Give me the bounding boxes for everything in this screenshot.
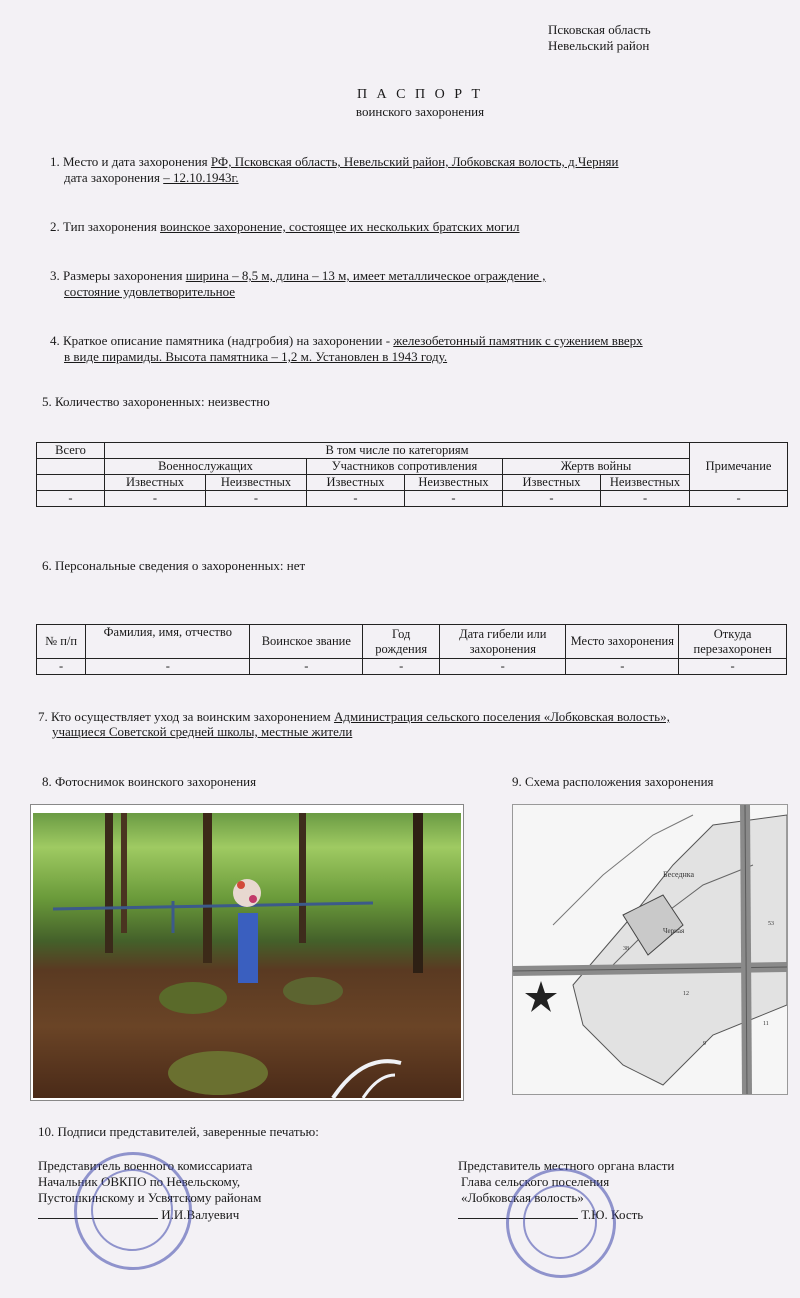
signature-left-name: И.И.Валуевич [161,1207,240,1222]
section-7-line-1 [38,709,670,725]
section-1-label: 1. Место и дата захоронения [50,154,208,169]
subheader-cell: Известных [307,475,405,491]
table-row [37,491,788,507]
table-cell: - [37,659,86,675]
section-2-value: воинское захоронение, состоящее их нескольких братских могил [160,219,520,234]
stamp-left [74,1152,192,1270]
table-cell: - [601,491,690,507]
section-1-value: РФ, Псковская область, Невельский район, Лобковская волость, д.Черняи [210,154,619,169]
section-3-line-1 [50,268,546,284]
header-rank: Воинское звание [250,625,363,659]
header-burial-place: Место захоронения [566,625,679,659]
table-cell: - [679,659,787,675]
section-7-label: 7. Кто осуществляет уход за воинским захоронением [38,709,331,724]
header-reburied-from: Откуда перезахоронен [679,625,787,659]
map-number: 11 [763,1021,769,1027]
signature-left-line-3: Пустошкинскому и Усвятскому районам [38,1190,262,1205]
section-3-value-1: ширина – 8,5 м, длина – 13 м, имеет металлическое ограждение , [185,268,546,283]
header-district-name: Невельский район [548,38,650,53]
signature-right-name: Т.Ю. Кость [581,1207,644,1222]
table-cell: - [307,491,405,507]
section-3-value-2: состояние удовлетворительное [64,284,235,299]
section-4-label: 4. Краткое описание памятника (надгробия) на захоронении - [50,333,391,348]
section-1-date-label: дата захоронения [64,170,160,185]
signature-right-line-2: Глава сельского поселения [461,1174,610,1189]
section-5-label: 5. Количество захороненных: неизвестно [42,394,270,409]
header-birth-year: Год рождения [363,625,440,659]
table-cell: - [105,491,206,507]
group-header: Жертв войны [503,459,690,475]
subheader-cell: Неизвестных [405,475,503,491]
section-1-date-value: – 12.10.1943г. [163,170,239,185]
header-region-name: Псковская область [548,22,651,37]
section-10-label: 10. Подписи представителей, заверенные печатью: [38,1124,319,1139]
section-4-value-1: железобетонный памятник с сужением вверх [393,333,643,348]
table-cell: - [690,491,788,507]
section-3-label: 3. Размеры захоронения [50,268,183,283]
subheader-cell: Известных [105,475,206,491]
section-4-value-2: в виде пирамиды. Высота памятника – 1,2 м. Установлен в 1943 году. [64,349,448,364]
map-illustration [513,805,787,1094]
table-cell: - [206,491,307,507]
section-8-label: 8. Фотоснимок воинского захоронения [42,774,257,789]
empty-cell [37,475,105,491]
stamp-right [506,1168,616,1278]
section-4-line-1 [50,333,643,349]
table-cell: - [405,491,503,507]
photo-illustration [33,813,461,1098]
header-total: Всего [37,443,105,459]
section-7-value-1: Администрация сельского поселения «Лобковская волость», [333,709,670,724]
section-7-value-2: учащиеся Советской средней школы, местные жители [52,724,353,739]
section-9-label: 9. Схема расположения захоронения [512,774,714,789]
table-cell: - [250,659,363,675]
table-cell: - [566,659,679,675]
table-row [37,659,787,675]
map-number: 12 [683,991,689,997]
map-label-village: Беседнка [663,870,695,879]
table-cell: - [86,659,250,675]
table-cell: - [37,491,105,507]
subheader-cell: Неизвестных [601,475,690,491]
title-main: П А С П О Р Т [356,87,484,102]
map-number: 9 [703,1041,706,1047]
table-cell: - [503,491,601,507]
burial-count-table [36,442,788,507]
section-2-label: 2. Тип захоронения [50,219,157,234]
header-death-date: Дата гибели или захоронения [440,625,566,659]
location-map [512,804,788,1095]
table-cell: - [440,659,566,675]
map-number: 53 [768,921,774,927]
signature-right-line-1: Представитель местного органа власти [458,1158,675,1173]
header-full-name: Фамилия, имя, отчество [86,625,250,659]
signature-left-line-2: Начальник ОВКПО по Невельскому, [38,1174,241,1189]
header-note: Примечание [690,443,788,491]
header-region [548,22,728,54]
section-1-line-2 [64,170,239,186]
empty-cell [37,459,105,475]
photo-image [33,813,461,1098]
section-2 [50,219,520,235]
burial-photo [30,804,464,1101]
personal-data-table [36,624,787,675]
map-number: 38 [623,946,629,952]
group-header: Военнослужащих [105,459,307,475]
document-title [0,86,800,120]
signature-left-line-1: Представитель военного комиссариата [38,1158,253,1173]
section-6-label: 6. Персональные сведения о захороненных: нет [42,558,306,573]
header-number: № п/п [37,625,86,659]
map-label-road: Черная [663,927,685,935]
group-header: Участников сопротивления [307,459,503,475]
table-cell: - [363,659,440,675]
section-1-line-1 [50,154,619,170]
title-sub: воинского захоронения [355,104,485,119]
subheader-cell: Известных [503,475,601,491]
subheader-cell: Неизвестных [206,475,307,491]
header-by-category: В том числе по категориям [105,443,690,459]
signature-right-line-3: «Лобковская волость» [461,1190,584,1205]
